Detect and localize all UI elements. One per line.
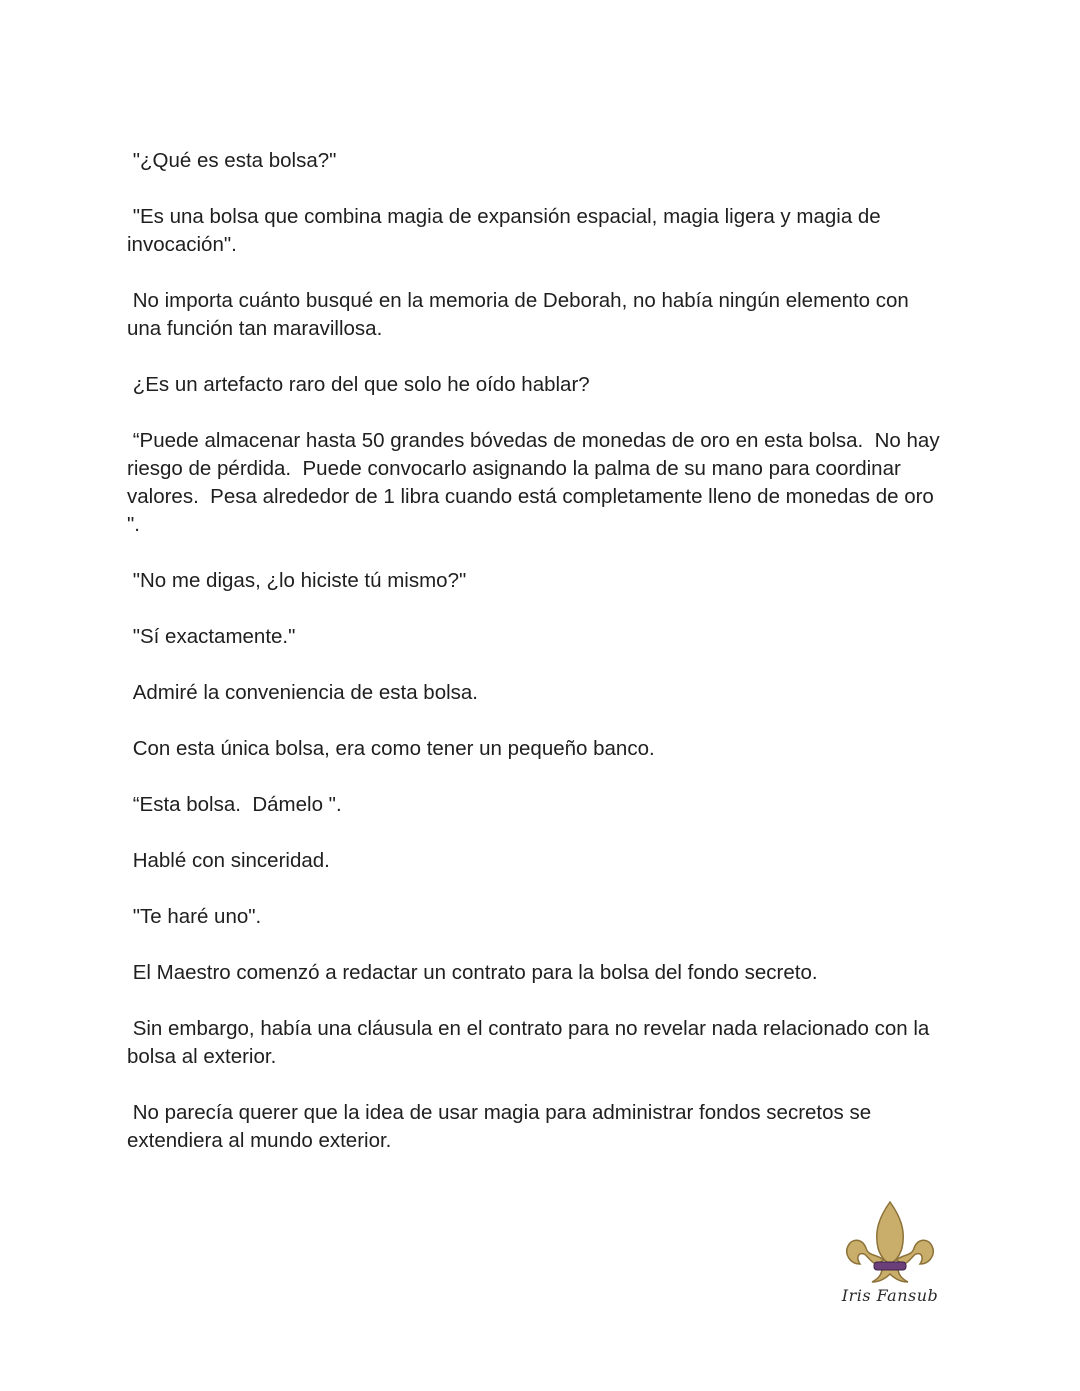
paragraph: No importa cuánto busqué en la memoria de Deborah, no había ningún elemento con una función tan maravillosa. xyxy=(127,289,915,340)
paragraph: “Esta bolsa. Dámelo ". xyxy=(127,793,342,816)
paragraph: El Maestro comenzó a redactar un contrato para la bolsa del fondo secreto. xyxy=(127,961,818,984)
iris-fansub-logo xyxy=(840,1198,940,1313)
fleur-de-lis-icon xyxy=(840,1198,940,1288)
paragraph: Hablé con sinceridad. xyxy=(127,849,330,872)
logo-text: Iris Fansub xyxy=(841,1286,939,1305)
document-body xyxy=(127,147,946,1183)
paragraph: Admiré la conveniencia de esta bolsa. xyxy=(127,681,478,704)
paragraph: Sin embargo, había una cláusula en el contrato para no revelar nada relacionado con la bolsa al exterior. xyxy=(127,1017,936,1068)
paragraph: "No me digas, ¿lo hiciste tú mismo?" xyxy=(127,569,467,592)
paragraph: "¿Qué es esta bolsa?" xyxy=(127,149,337,172)
paragraph: "Te haré uno". xyxy=(127,905,262,928)
paragraph: “Puede almacenar hasta 50 grandes bóvedas de monedas de oro en esta bolsa. No hay riesgo de pérdida. Puede convocarlo asignando la palma de su mano para coordinar valores. Pesa alrededor de 1 libra cuando está completamente lleno de monedas de oro ". xyxy=(127,429,946,536)
paragraph: "Es una bolsa que combina magia de expansión espacial, magia ligera y magia de invocación". xyxy=(127,205,887,256)
paragraph: Con esta única bolsa, era como tener un pequeño banco. xyxy=(127,737,655,760)
paragraph: "Sí exactamente." xyxy=(127,625,296,648)
paragraph: No parecía querer que la idea de usar magia para administrar fondos secretos se extendiera al mundo exterior. xyxy=(127,1101,877,1152)
paragraph: ¿Es un artefacto raro del que solo he oído hablar? xyxy=(127,373,590,396)
